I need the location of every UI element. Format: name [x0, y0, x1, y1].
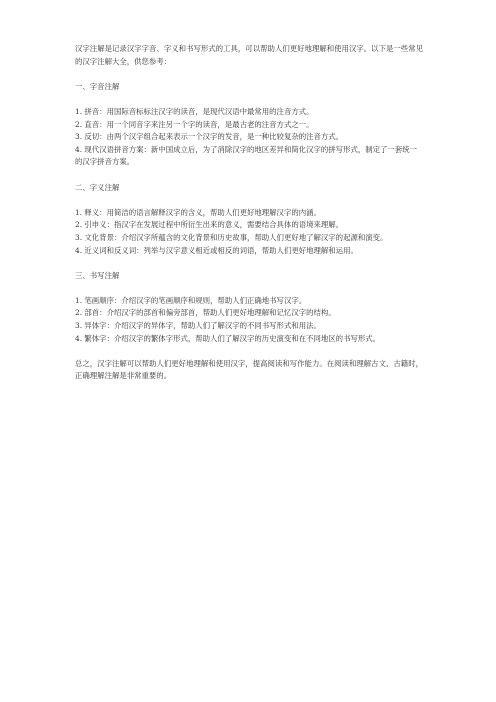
section-pronunciation: [75, 81, 423, 169]
list-item: 3. 文化背景：介绍汉字所蕴含的文化背景和历史故事，帮助人们更好地了解汉字的起源和演变。: [75, 232, 388, 242]
section-heading: 三、书写注解: [75, 270, 120, 280]
list-item: 3. 异体字：介绍汉字的异体字，帮助人们了解汉字的不同书写形式和用法。: [75, 321, 321, 331]
section-writing: [75, 270, 423, 346]
list-item: 3. 反切：由两个汉字组合起来表示一个汉字的发音，是一种比较复杂的注音方式。: [75, 132, 344, 142]
conclusion-paragraph: 总之，汉字注解可以帮助人们更好地理解和使用汉字，提高阅读和写作能力。在阅读和理解古文、古籍时，正确理解注解是非常重要的。: [75, 358, 423, 381]
list-item: 4. 现代汉语拼音方案：新中国成立后，为了消除汉字的地区差异和简化汉字的拼写形式，制定了一套统一的汉字拼音方案。: [75, 144, 417, 167]
list-item: 4. 近义词和反义词：列举与汉字意义相近或相反的词语，帮助人们更好地理解和运用。: [75, 245, 358, 255]
list-item: 1. 笔画顺序：介绍汉字的笔画顺序和规则，帮助人们正确地书写汉字。: [75, 295, 307, 305]
section-heading: 一、字音注解: [75, 81, 120, 91]
list-item: 2. 部首：介绍汉字的部首和偏旁部首，帮助人们更好地理解和记忆汉字的结构。: [75, 308, 336, 318]
section-meaning: [75, 182, 423, 258]
document-page: [75, 43, 423, 383]
section-heading: 二、字义注解: [75, 182, 120, 192]
list-item: 1. 拼音：用国际音标标注汉字的读音，是现代汉语中最常用的注音方式。: [75, 106, 314, 116]
intro-paragraph: 汉字注解是记录汉字字音、字义和书写形式的工具，可以帮助人们更好地理解和使用汉字。以下是一些常见的汉字注解大全，供您参考：: [75, 44, 423, 66]
list-item: 1. 释义：用简洁的语言解释汉字的含义，帮助人们更好地理解汉字的内涵。: [75, 207, 321, 217]
list-item: 4. 繁体字：介绍汉字的繁体字形式，帮助人们了解汉字的历史演变和在不同地区的书写形式。: [75, 333, 381, 343]
list-item: 2. 引申义：指汉字在发展过程中所衍生出来的意义，需要结合具体的语境来理解。: [75, 220, 344, 230]
list-item: 2. 直音：用一个同音字来注另一个字的读音，是最古老的注音方式之一。: [75, 119, 314, 129]
